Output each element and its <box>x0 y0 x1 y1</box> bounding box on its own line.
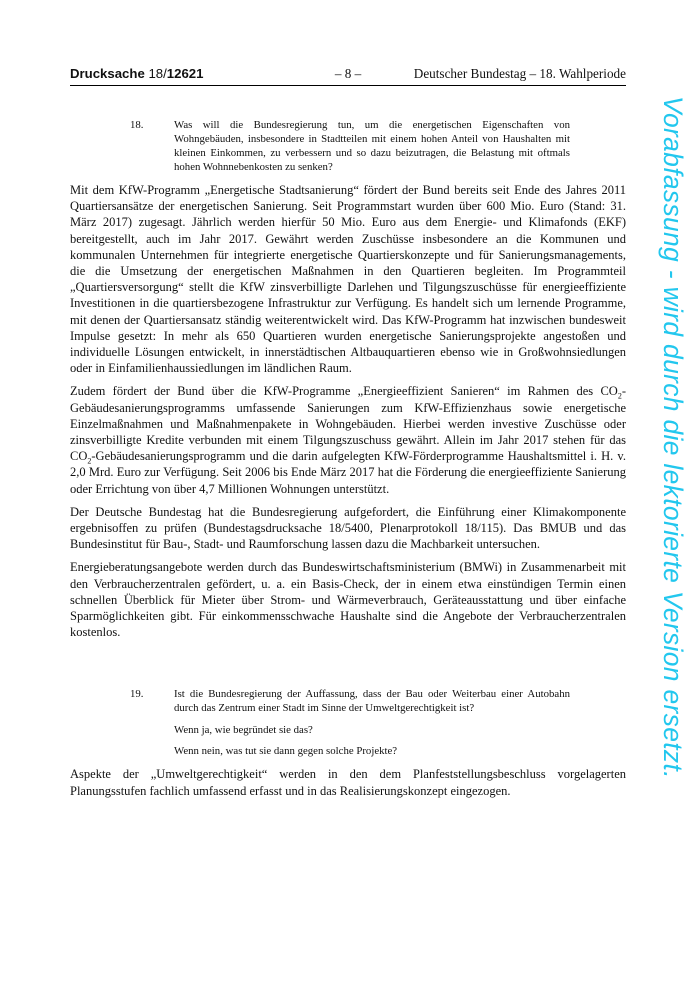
answer-18-paragraph-3: Der Deutsche Bundestag hat die Bundesregierung aufgefordert, die Einführung einer Klimakomponente ergebnisoffen zu prüfen (Bundestagsdrucksache 18/5400, Plenarprotokoll 18/115). Das BMUB und das Bundesinstitut für Bau-, Stadt- und Raumforschung lassen dazu die Machbarkeit untersuchen. <box>70 504 626 552</box>
question-text: Ist die Bundesregierung der Auffassung, dass der Bau oder Weiterbau einer Autobahn durch das Zentrum einer Stadt im Sinne der Umweltgerechtigkeit ist? <box>174 688 570 715</box>
question-19-sub-1: Wenn ja, wie begründet sie das? <box>174 724 313 737</box>
doc-number-prefix: 18/ <box>148 66 167 81</box>
document-body <box>70 100 626 806</box>
question-number: 19. <box>130 688 144 701</box>
page-number: – 8 – <box>334 66 362 81</box>
doc-number: 12621 <box>166 66 204 81</box>
answer-19-paragraph-1: Aspekte der „Umweltgerechtigkeit“ werden in den dem Planfeststellungsbeschluss vorgelagerten Planungsstufen fachlich umfassend erfasst und in das Realisierungskonzept eingezogen. <box>70 767 626 798</box>
subscript: 2 <box>617 391 622 401</box>
answer-18-paragraph-1: Mit dem KfW-Programm „Energetische Stadtsanierung“ fördert der Bund bereits seit Ende des Jahres 2011 Quartiersansätze der energetischen Sanierung. Seit Programmstart wurden über 600 Mio. Euro (Stand: 31. März 2017) zugesagt. Jährlich werden hierfür 50 Mio. Euro aus dem Energie- und Klimafonds (EKF) bereitgestellt, auch im Jahr 2017. Gewährt werden Zuschüsse insbesondere an die Kommunen und kommunalen Unternehmen für integrierte energetische Quartierskonzepte und für Sanierungsmanagements, die die Umsetzung der energetischen Maßnahmen in den Quartieren begleiten. Im Programmteil „Quartiersversorgung“ stellt die KfW zinsverbilligte Darlehen und Tilgungszuschüsse für energieeffiziente Investitionen in die quartiersbezogene Infrastruktur zur Verfügung. Es handelt sich um lernende Programme, mit denen der Quartiersansatz ständig weiterentwickelt wird. Das KfW-Programm hat inzwischen bundesweit Impulse gesetzt: In mehr als 650 Quartieren wurden energetische Sanierungsprojekte angestoßen und individuelle Lösungen entwickelt, in innerstädtischen Altbauquartieren ebenso wie in Großwohnsiedlungen oder in Einfamilienhaussiedlungen im ländlichen Raum. <box>70 183 626 376</box>
answer-18-paragraph-4: Energieberatungsangebote werden durch das Bundeswirtschaftsministerium (BMWi) in Zusammenarbeit mit den Verbraucherzentralen gefördert, u. a. ein Basis-Check, der in einem etwa einstündigen Termin einen schnellen Überblick für Mieter über Strom- und Wärmeverbrauch, Geräteausstattung und über einfache Sparmöglichkeiten gibt. Für einkommensschwache Haushalte sind die Angebote der Verbraucherzentralen kostenlos. <box>70 560 626 640</box>
institution-label: Deutscher Bundestag – 18. Wahlperiode <box>413 66 626 81</box>
question-number: 18. <box>130 119 144 131</box>
question-text: Was will die Bundesregierung tun, um die energetischen Eigenschaften von Wohngebäuden, insbesondere in Stadtteilen mit einem hohen Anteil von Haushalten mit kleinen Einkommen, zu verbessern und so dazu beizutragen, die Belastung mit oftmals hohen Wohnnebenkosten zu senken? <box>174 119 570 173</box>
page-header <box>70 66 626 86</box>
answer-18-paragraph-2 <box>70 383 626 496</box>
text-segment: -Gebäudesanierungsprogramm und die darin aufgelegten KfW-Förderprogramme Haushaltsmittel i. H. v. 2,0 Mrd. Euro zur Verfügung. Seit 2006 bis Ende März 2017 hat die Förderung die energieeffiziente Sanierung oder Errichtung von über 4,7 Millionen Wohnungen unterstützt. <box>70 449 626 496</box>
watermark-text: Vorabfassung - wird durch die lektorierte Version ersetzt. <box>658 96 688 779</box>
text-segment: -Gebäudesanierungsprogramms umfassende Sanierungen zum KfW-Effizienzhaus sowie energetische Einzelmaßnahmen und Maßnahmenpakete in Wohngebäuden. Hierbei werden investive Zuschüsse oder zinsverbilligte Kredite verbunden mit einem Tilgungszuschuss gewährt. Allein im Jahr 2017 stehen für das CO <box>70 384 626 464</box>
question-19 <box>130 687 570 715</box>
text-segment: Zudem fördert der Bund über die KfW-Programme „Energieeffizient Sanieren“ im Rahmen des CO <box>70 384 618 399</box>
draft-watermark <box>648 96 688 922</box>
question-18 <box>130 118 570 174</box>
header-rule <box>70 85 626 86</box>
doc-label: Drucksache <box>70 66 145 81</box>
question-19-sub-2: Wenn nein, was tut sie dann gegen solche Projekte? <box>174 745 398 758</box>
subscript: 2 <box>87 456 92 466</box>
